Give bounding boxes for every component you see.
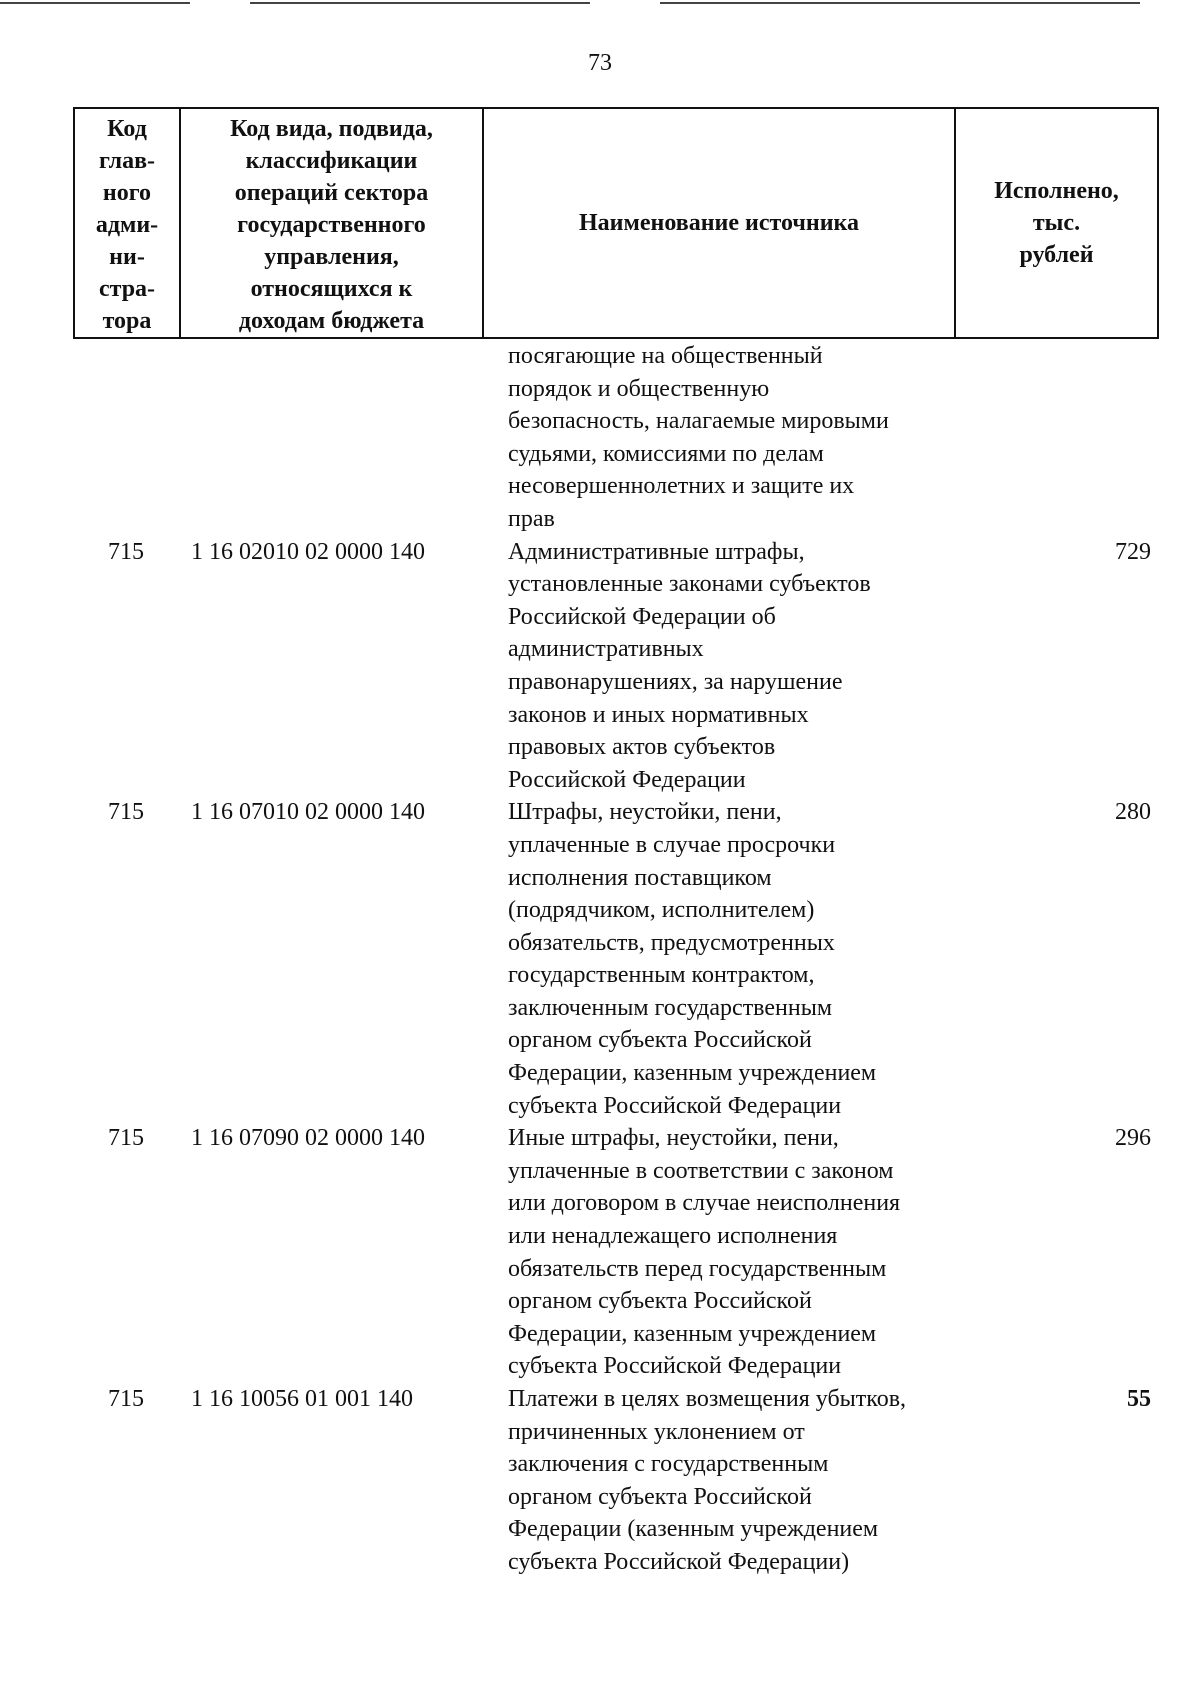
header-source-name-text: Наименование источника	[579, 210, 859, 236]
revenue-code-cell: 1 16 07010 02 0000 140	[191, 799, 425, 826]
admin-code-cell: 715	[108, 1125, 144, 1152]
header-admin-code-text: Код глав- ного адми- ни- стра- тора	[95, 116, 159, 334]
revenue-code-cell: 1 16 10056 01 001 140	[191, 1386, 413, 1412]
executed-cell: 280	[1115, 799, 1151, 826]
source-name-cell: посягающие на общественный порядок и общественную безопасность, налагаемые мировыми судьями, комиссиями по делам несовершеннолетних и защите их прав	[508, 343, 889, 532]
table-row	[73, 1383, 1159, 1579]
header-source-name	[484, 109, 956, 337]
executed-cell: 296	[1115, 1125, 1151, 1152]
admin-code-cell: 715	[108, 538, 144, 565]
scan-artifact-line	[660, 2, 1140, 4]
header-revenue-code-text: Код вида, подвида, классификации операций сектора государственного управления, относящихся к доходам бюджета	[230, 116, 433, 334]
revenue-code-cell: 1 16 07090 02 0000 140	[191, 1125, 425, 1152]
executed-cell	[954, 340, 1159, 536]
header-revenue-code	[181, 109, 484, 337]
executed-cell: 729	[1115, 538, 1151, 565]
source-name-cell: Административные штрафы, установленные законами субъектов Российской Федерации об административных правонарушениях, за нарушение законов и иных нормативных правовых актов субъектов Российской Федерации	[508, 538, 871, 793]
table-row	[73, 796, 1159, 1122]
table-header	[73, 107, 1159, 339]
admin-code-cell: 715	[108, 799, 144, 826]
admin-code-cell	[73, 340, 179, 536]
page-number: 73	[588, 50, 612, 76]
admin-code-cell: 715	[108, 1386, 144, 1412]
scan-artifact-line	[0, 2, 190, 4]
table-body	[73, 340, 1159, 1579]
table-row	[73, 536, 1159, 797]
source-name-cell: Штрафы, неустойки, пени, уплаченные в случае просрочки исполнения поставщиком (подрядчиком, исполнителем) обязательств, предусмотренных государственным контрактом, заключенным государственным органом субъекта Российской Федерации, казенным учреждением субъекта Российской Федерации	[508, 799, 877, 1119]
header-admin-code	[75, 109, 181, 337]
header-executed-text: Исполнено, тыс. рублей	[994, 178, 1119, 268]
table-row	[73, 1122, 1159, 1383]
scan-artifact-line	[250, 2, 590, 4]
revenue-code-cell: 1 16 02010 02 0000 140	[191, 538, 425, 565]
source-name-cell: Платежи в целях возмещения убытков, причиненных уклонением от заключения с государственным органом субъекта Российской Федерации (казенным учреждением субъекта Российской Федерации)	[508, 1386, 907, 1575]
table-row	[73, 340, 1159, 536]
header-executed	[956, 109, 1157, 337]
executed-cell: 55	[1127, 1386, 1151, 1412]
source-name-cell: Иные штрафы, неустойки, пени, уплаченные в соответствии с законом или договором в случае неисполнения или ненадлежащего исполнения обязательств перед государственным органом субъекта Российской Федерации, казенным учреждением субъекта Российской Федерации	[508, 1125, 901, 1380]
revenue-code-cell	[179, 340, 482, 536]
